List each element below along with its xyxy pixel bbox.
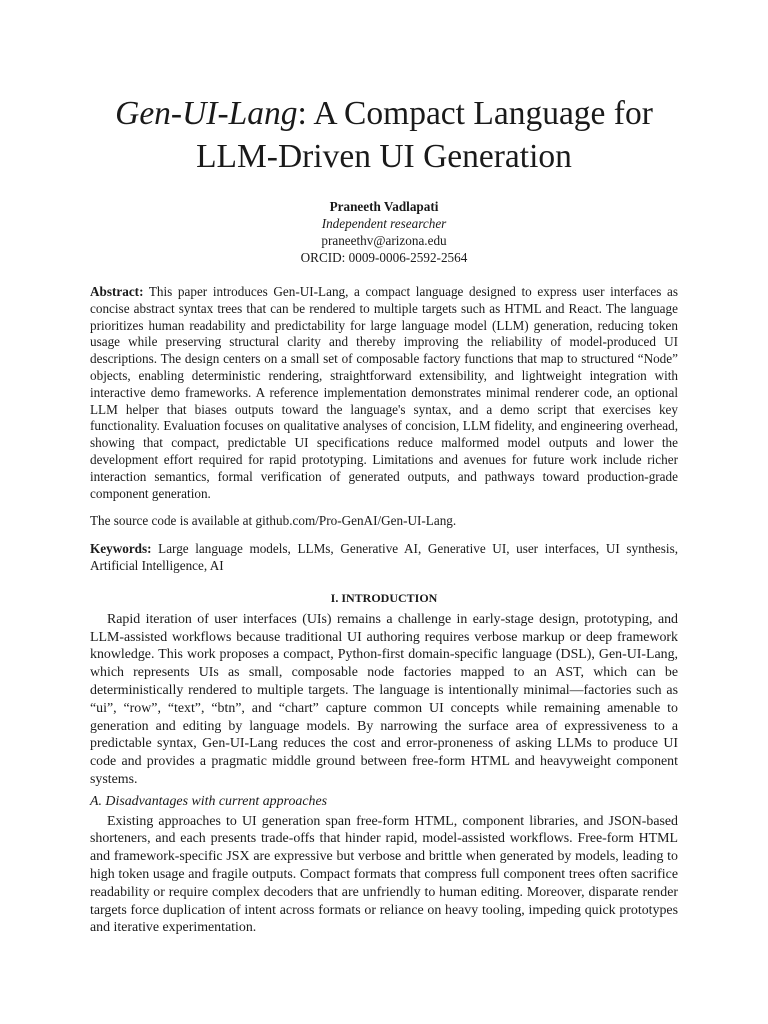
keywords-text: Large language models, LLMs, Generative AI, Generative UI, user interfaces, UI synthesis, Artificial Intelligence, AI — [90, 541, 678, 573]
intro-paragraph-2: Existing approaches to UI generation span free-form HTML, component libraries, and JSON-based shorteners, and each presents trade-offs that hinder rapid, model-assisted workflows. Free-form HTML and framework-specific JSX are expressive but verbose and brittle when generated by models, leading to high token usage and fragile outputs. Compact formats that compress full component trees often sacrifice readability or require complex decoders that are unfriendly to human editing. Moreover, disparate render targets force duplication of intent across formats or reliance on heavy tooling, impeding quick prototypes and iterative experimentation. — [90, 813, 678, 936]
paper-title-rest: : A Compact Language for LLM-Driven UI Generation — [196, 95, 653, 175]
author-affiliation: Independent researcher — [321, 216, 447, 231]
paper-title-italic: Gen-UI-Lang — [115, 95, 298, 132]
abstract-label: Abstract: — [90, 284, 144, 299]
section-heading-introduction — [90, 590, 678, 606]
section-title-rest: NTRODUCTION — [346, 590, 438, 605]
section-initial: I — [341, 590, 346, 605]
section-numeral: I. — [330, 590, 342, 605]
paper-title — [90, 92, 678, 178]
source-note: The source code is available at github.com/Pro-GenAI/Gen-UI-Lang. — [90, 513, 457, 529]
abstract-text: This paper introduces Gen-UI-Lang, a compact language designed to express user interfaces as concise abstract syntax trees that can be rendered to multiple targets such as HTML and React. The language prioritizes human readability and predictability for large language model (LLM) generation, reducing token usage while preserving structural clarity and thereby improving the reliability of model-produced UI descriptions. The design centers on a small set of composable factory functions that map to structured “Node” objects, enabling deterministic rendering, straightforward extensibility, and lightweight integration with interactive demo frameworks. A reference implementation demonstrates minimal renderer code, an optional LLM helper that biases outputs toward the language's syntax, and a demo script that exercises key functionality. Evaluation focuses on qualitative analyses of concision, LLM fidelity, and engineering overhead, showing that compact, predictable UI specifications reduce malformed model outputs and lower the development effort required for rapid prototyping. Limitations and avenues for future work include richer interaction semantics, formal verification of generated outputs, and pathways toward production-grade component generation. — [90, 284, 678, 501]
keywords-label: Keywords: — [90, 541, 152, 557]
abstract — [90, 284, 678, 502]
author-email: praneethv@arizona.edu — [321, 233, 447, 248]
intro-paragraph-1: Rapid iteration of user interfaces (UIs) remains a challenge in early-stage design, prototyping, and LLM-assisted workflows because traditional UI authoring requires verbose markup or deep framework knowledge. This work proposes a compact, Python-first domain-specific language (DSL), Gen-UI-Lang, which represents UIs as small, composable node factories mapped to an AST, which can be deterministically rendered to multiple targets. The language is intentionally minimal—factories such as “ui”, “row”, “text”, “btn”, and “chart” capture common UI concepts while remaining amenable to generation and editing by language models. By narrowing the surface area of expressiveness to a predictable syntax, Gen-UI-Lang reduces the cost and error-proneness of asking LLMs to produce UI code and provides a pragmatic middle ground between free-form HTML and heavyweight component systems. — [90, 611, 678, 787]
author-orcid: ORCID: 0009-0006-2592-2564 — [300, 250, 468, 265]
keywords — [90, 541, 678, 575]
subsection-heading-a: A. Disadvantages with current approaches — [90, 793, 328, 809]
author-block — [90, 198, 678, 266]
author-name: Praneeth Vadlapati — [329, 199, 439, 214]
